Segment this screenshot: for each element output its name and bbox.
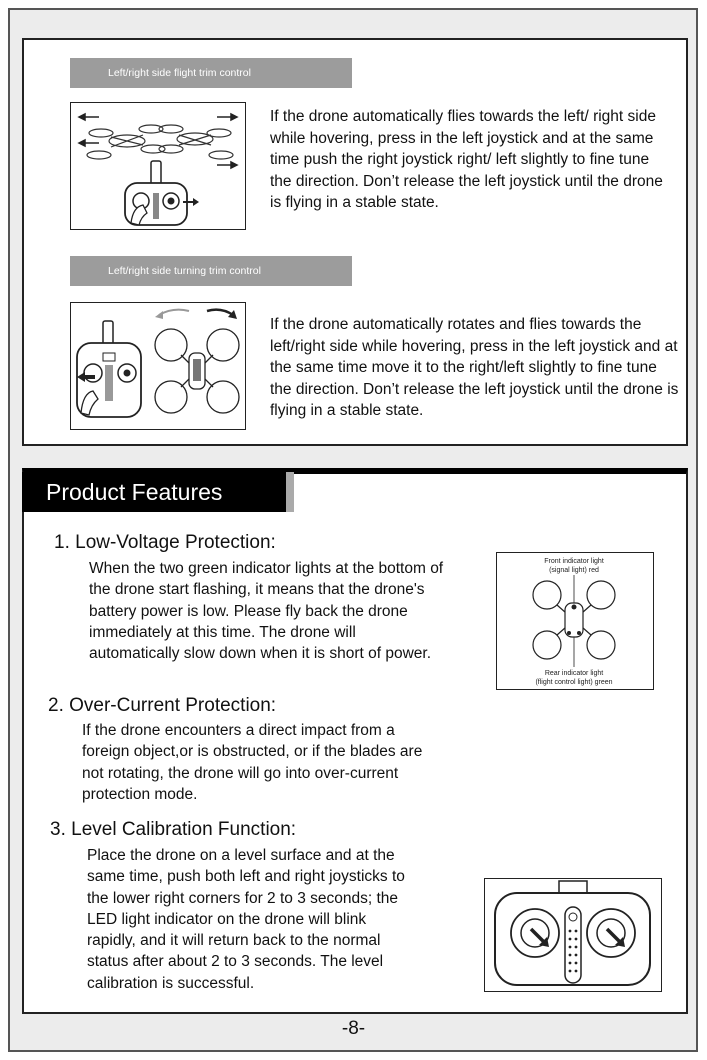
feature-title-level-calibration: 3. Level Calibration Function:	[50, 819, 297, 840]
feature-body-level-calibration: Place the drone on a level surface and at the same time, push both left and right joysticks to the lower right corners for 2 to 3 seconds; the LED light indicator on the drone will blink rapidly, and it will return back to the normal status after about 2 to 3 seconds. The level calibration is successful.	[87, 847, 405, 992]
feature-title-over-current: 2. Over-Current Protection:	[48, 695, 277, 716]
flight-trim-illustration	[70, 102, 246, 230]
remote-rotating-drone-icon	[71, 303, 244, 428]
drones-lateral-drift-remote-icon	[71, 103, 244, 228]
front-indicator-label-1: Front indicator light	[544, 558, 604, 565]
turning-trim-header: Left/right side turning trim control	[70, 256, 352, 286]
page-number: -8-	[341, 1018, 366, 1039]
product-features-heading: Product Features	[22, 472, 286, 512]
rear-indicator-label-2: (flight control light) green	[535, 679, 613, 686]
feature-body-low-voltage: When the two green indicator lights at the bottom of the drone start flashing, it means that the drone's battery power is low. Please fly back the drone immediately at this time. The drone will automatically slow down when it is short of power.	[89, 560, 444, 663]
remote-joysticks-lower-right-icon	[485, 879, 660, 990]
product-features-panel	[22, 468, 688, 1014]
drone-indicator-lights-icon	[497, 553, 652, 688]
turning-trim-instructions: If the drone automatically rotates and flies towards the left/right side while hovering, press in the left joystick and at the same time move it to the right/left slightly to fine tune the direction. Don’t release the left joystick until the drone is flying in a stable state.	[270, 316, 679, 419]
rear-indicator-label-1: Rear indicator light	[544, 670, 604, 677]
feature-body-over-current: If the drone encounters a direct impact from a foreign object,or is obstructed, or if the blades are not rotating, the drone will go into over-current protection mode.	[82, 722, 423, 803]
calibration-remote-figure	[484, 878, 662, 992]
flight-trim-instructions: If the drone automatically flies towards the left/ right side while hovering, press in the left joystick and at the same time push the right joystick right/ left slightly to fine tune the direction. Don’t release the left joystick until the drone is flying in a stable state.	[270, 108, 663, 211]
front-indicator-label-2: (signal light) red	[549, 567, 599, 574]
flight-trim-header: Left/right side flight trim control	[70, 58, 352, 88]
turning-trim-illustration	[70, 302, 246, 430]
feature-title-low-voltage: 1. Low-Voltage Protection:	[54, 532, 276, 553]
trim-control-panel	[22, 38, 688, 446]
indicator-light-figure	[496, 552, 654, 690]
